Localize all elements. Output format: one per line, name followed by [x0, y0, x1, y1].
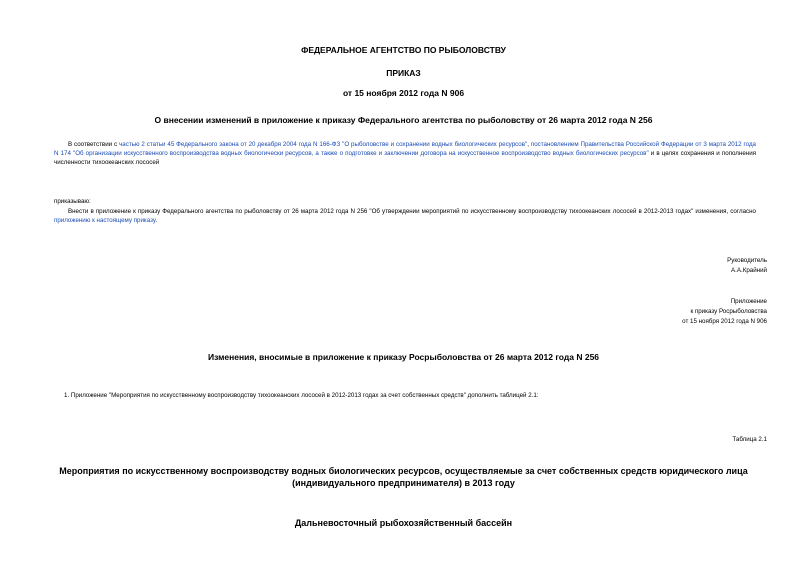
preamble-paragraph	[54, 140, 756, 167]
preamble-text-1: В соответствии с	[68, 141, 120, 148]
law-link[interactable]: частью 2 статьи 45 Федерального закона от 20 декабря 2004 года N 166-ФЗ "О рыболовстве и сохранении водных биологических ресурсов"	[119, 141, 528, 148]
basin-heading: Дальневосточный рыбохозяйственный бассейн	[294, 518, 513, 528]
signature-position: Руководитель	[727, 257, 767, 264]
appendix-link[interactable]: приложению к настоящему приказу	[54, 217, 156, 224]
changes-item-1: 1. Приложение "Мероприятия по искусственному воспроизводству тихоокеанских лососей в 2012-2013 годах за счет собственных средств" дополнить таблицей 2.1:	[64, 392, 539, 399]
signature-name: А.А.Крайний	[731, 267, 767, 274]
order-text: Внести в приложение к приказу Федерального агентства по рыболовству от 26 марта 2012 года N 256 "Об утверждении мероприятий по искусственному воспроизводству тихоокеанских лососей в 2012-2013 годах" изменения, согласно	[68, 208, 756, 215]
table-title-line2: (индивидуального предпринимателя) в 2013 году	[292, 478, 515, 488]
agency-name: ФЕДЕРАЛЬНОЕ АГЕНТСТВО ПО РЫБОЛОВСТВУ	[301, 45, 506, 55]
preamble-text-2: ,	[527, 141, 531, 148]
preamble-text-3: и в целях сохранения и пополнения численности тихоокеанских лососей	[54, 150, 756, 166]
appendix-ref-line3: от 15 ноября 2012 года N 906	[682, 318, 767, 325]
table-label: Таблица 2.1	[732, 436, 767, 443]
table-title-line1: Мероприятия по искусственному воспроизводству водных биологических ресурсов, осуществляемые за счет собственных средств юридического лица	[59, 466, 748, 476]
appendix-ref-line1: Приложение	[730, 298, 767, 305]
doc-date: от 15 ноября 2012 года N 906	[342, 88, 465, 98]
resolution-link[interactable]: постановлением Правительства Российской Федерации от 3 марта 2012 года N 174 "Об организации искусственного воспроизводства водных биологически ресурсов, а также о подготовке и заключении договора на искусственное воспроизводство водных биологических ресурсов"	[54, 141, 756, 157]
order-end: .	[155, 217, 158, 224]
order-paragraph	[54, 207, 756, 225]
doc-type: ПРИКАЗ	[386, 68, 421, 78]
order-label: приказываю:	[54, 198, 91, 205]
changes-title: Изменения, вносимые в приложение к приказу Росрыболовства от 26 марта 2012 года N 256	[207, 352, 600, 362]
doc-title: О внесении изменений в приложение к приказу Федерального агентства по рыболовству от 26 марта 2012 года N 256	[154, 115, 653, 125]
appendix-ref-line2: к приказу Росрыболовства	[690, 308, 767, 315]
